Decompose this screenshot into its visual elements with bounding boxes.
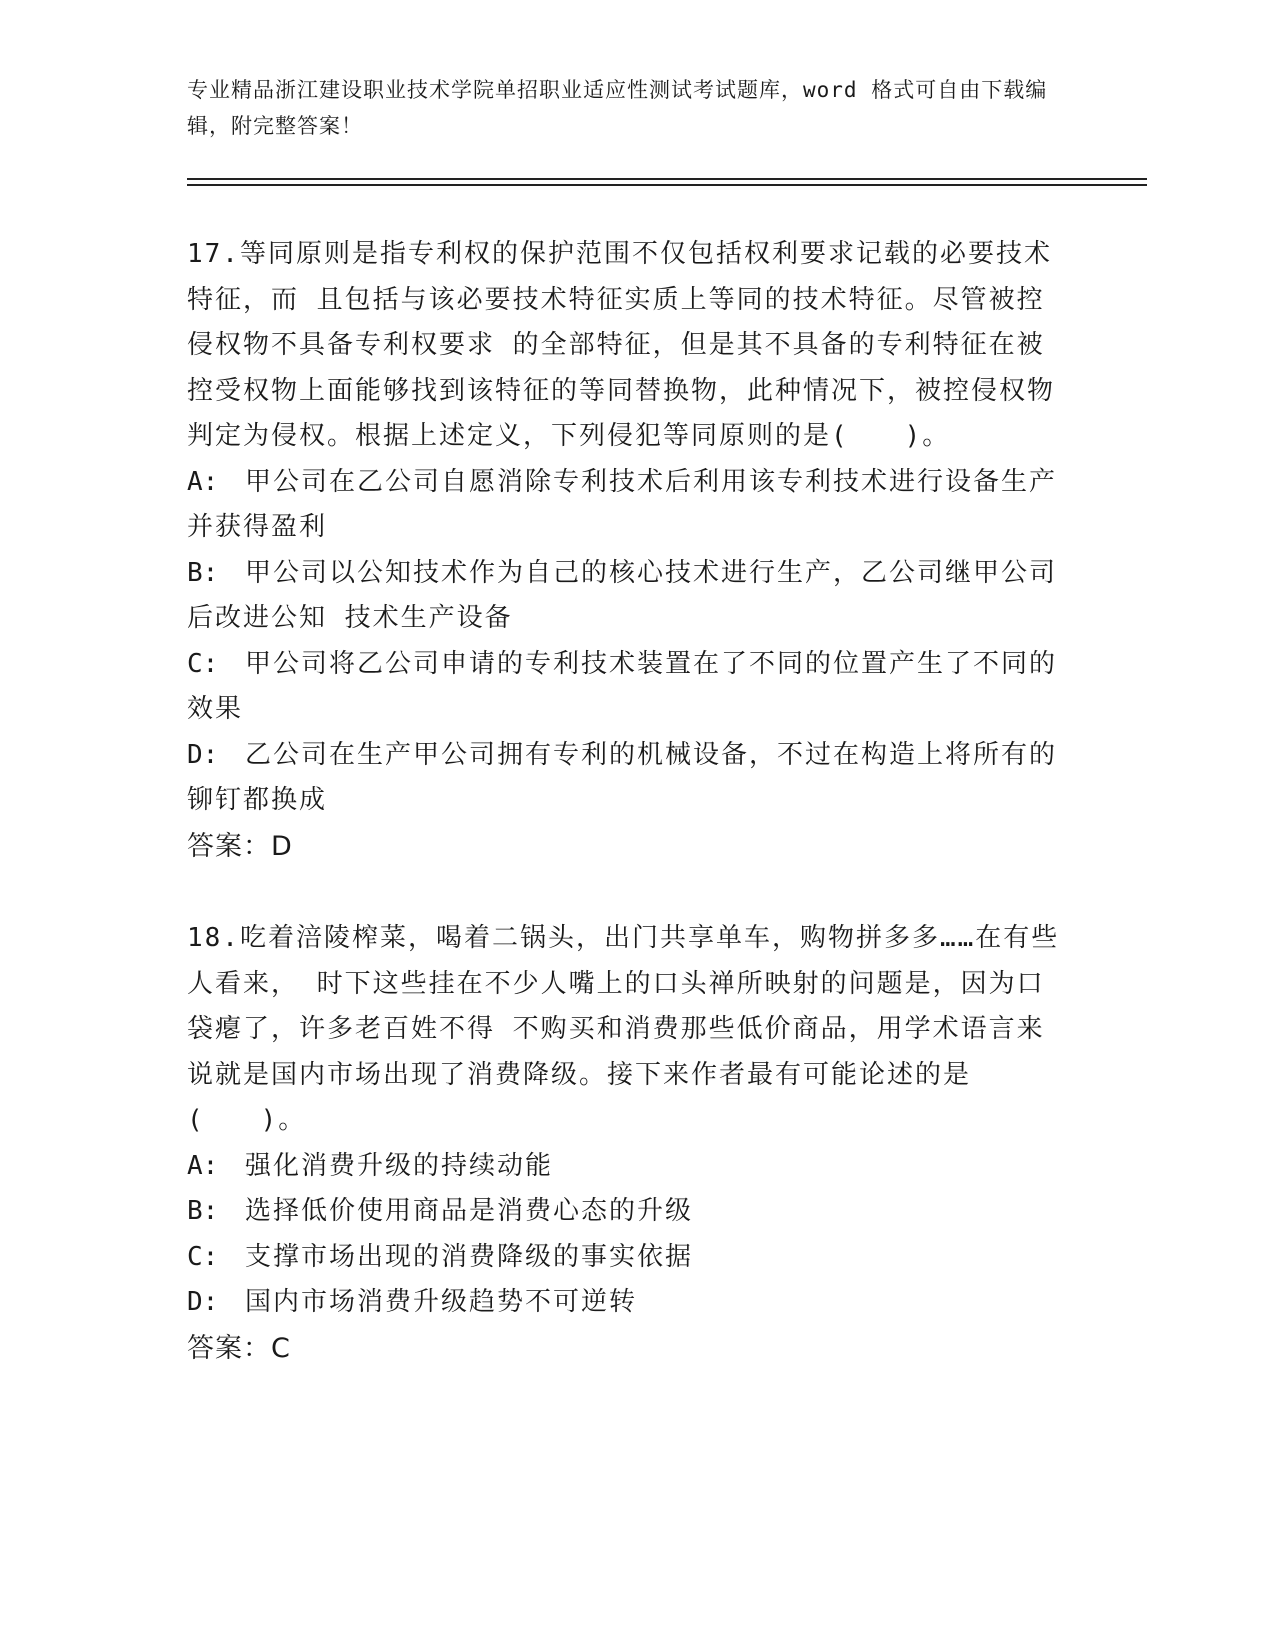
option-label: B: [187,557,219,588]
option-label: A: [187,466,219,497]
option-text: 强化消费升级的持续动能 [245,1150,554,1181]
question-stem: 18.吃着涪陵榨菜，喝着二锅头，出门共享单车，购物拼多多……在有些人看来， 时下这些挂在不少人嘴上的口头禅所映射的问题是，因为口袋瘪了，许多老百姓不得 不购买和消费那些低价商品，用学术语言来说就是国内市场出现了消费降级。接下来作者最有可能论述的是( )。 [187,923,1060,1135]
option-label: D: [187,739,219,770]
option-label: A: [187,1150,219,1181]
option-c [187,1235,1067,1281]
answer: 答案：D [187,830,293,862]
option-d [187,733,1067,824]
option-label: C: [187,1241,219,1272]
option-text: 支撑市场出现的消费降级的事实依据 [245,1241,694,1272]
header-text: 专业精品浙江建设职业技术学院单招职业适应性测试考试题库，word 格式可自由下载编辑，附完整答案！ [187,78,1048,138]
question-17 [187,232,1067,869]
option-b [187,551,1067,642]
option-a [187,460,1067,551]
answer: 答案：C [187,1332,291,1364]
option-a [187,1144,1067,1190]
option-label: D: [187,1287,219,1317]
page-header [187,72,1067,144]
option-label: B: [187,1196,219,1226]
option-text: 甲公司将乙公司申请的专利技术装置在了不同的位置产生了不同的效果 [187,648,1058,724]
option-label: C: [187,648,219,679]
option-c [187,642,1067,733]
option-text: 国内市场消费升级趋势不可逆转 [245,1287,638,1317]
option-text: 甲公司以公知技术作为自己的核心技术进行生产，乙公司继甲公司后改进公知 技术生产设备 [187,557,1058,633]
question-18 [187,916,1067,1371]
header-rule-top [187,178,1147,180]
question-stem: 17.等同原则是指专利权的保护范围不仅包括权利要求记载的必要技术特征，而 且包括与该必要技术特征实质上等同的技术特征。尽管被控侵权物不具备专利权要求 的全部特征，但是其不具备的专利特征在被控受权物上面能够找到该特征的等同替换物，此种情况下，被控侵权物判定为侵权。根据上述定义，下列侵犯等同原则的是( )。 [187,239,1056,451]
header-rule-bottom [187,184,1147,186]
option-text: 乙公司在生产甲公司拥有专利的机械设备，不过在构造上将所有的铆钉都换成 [187,739,1058,815]
option-text: 选择低价使用商品是消费心态的升级 [245,1196,694,1226]
option-d [187,1280,1067,1326]
option-text: 甲公司在乙公司自愿消除专利技术后利用该专利技术进行设备生产并获得盈利 [187,466,1058,542]
option-b [187,1189,1067,1235]
